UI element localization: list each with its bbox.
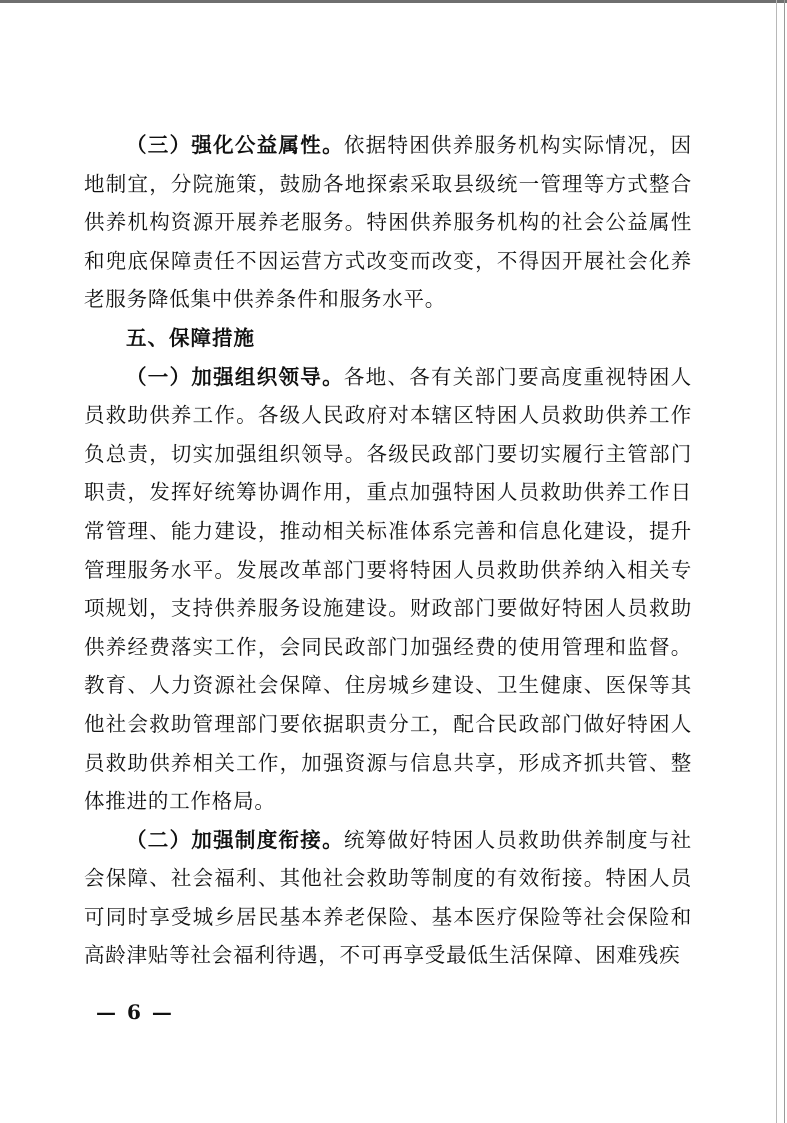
scan-edge-right <box>776 0 777 1123</box>
paragraph-strengthen-system-connection <box>84 821 692 975</box>
paragraph-text: 各地、各有关部门要高度重视特困人员救助供养工作。各级人民政府对本辖区特困人员救助供养工作负总责，切实加强组织领导。各级民政部门要切实履行主管部门职责，发挥好统筹协调作用，重点加强特困人员救助供养工作日常管理、能力建设，推动相关标准体系完善和信息化建设，提升管理服务水平。发展改革部门要将特困人员救助供养纳入相关专项规划，支持供养服务设施建设。财政部门要做好特困人员救助供养经费落实工作，会同民政部门加强经费的使用管理和监督。教育、人力资源社会保障、住房城乡建设、卫生健康、医保等其他社会救助管理部门要依据职责分工，配合民政部门做好特困人员救助供养相关工作，加强资源与信息共享，形成齐抓共管、整体推进的工作格局。 <box>84 364 692 814</box>
paragraph-lead: （二）加强制度衔接。 <box>126 827 344 852</box>
section-heading: 五、保障措施 <box>126 325 255 350</box>
scan-edge-right-outer <box>784 0 785 1123</box>
paragraph-strengthen-public-welfare <box>84 126 692 319</box>
paragraph-strengthen-leadership <box>84 358 692 821</box>
document-body <box>84 126 692 975</box>
paragraph-lead: （一）加强组织领导。 <box>126 364 344 389</box>
paragraph-text: 依据特困供养服务机构实际情况，因地制宜，分院施策，鼓励各地探索采取县级统一管理等方式整合供养机构资源开展养老服务。特困供养服务机构的社会公益属性和兜底保障责任不因运营方式改变而改变，不得因开展社会化养老服务降低集中供养条件和服务水平。 <box>84 133 692 312</box>
paragraph-lead: （三）强化公益属性。 <box>126 133 344 157</box>
scan-edge-top <box>0 0 787 3</box>
paragraph-text: 统筹做好特困人员救助供养制度与社会保障、社会福利、其他社会救助等制度的有效衔接。特困人员可同时享受城乡居民基本养老保险、基本医疗保险等社会保险和高龄津贴等社会福利待遇，不可再享受最低生活保障、困难残疾 <box>84 827 692 968</box>
page-number: — 6 — <box>96 1000 174 1024</box>
